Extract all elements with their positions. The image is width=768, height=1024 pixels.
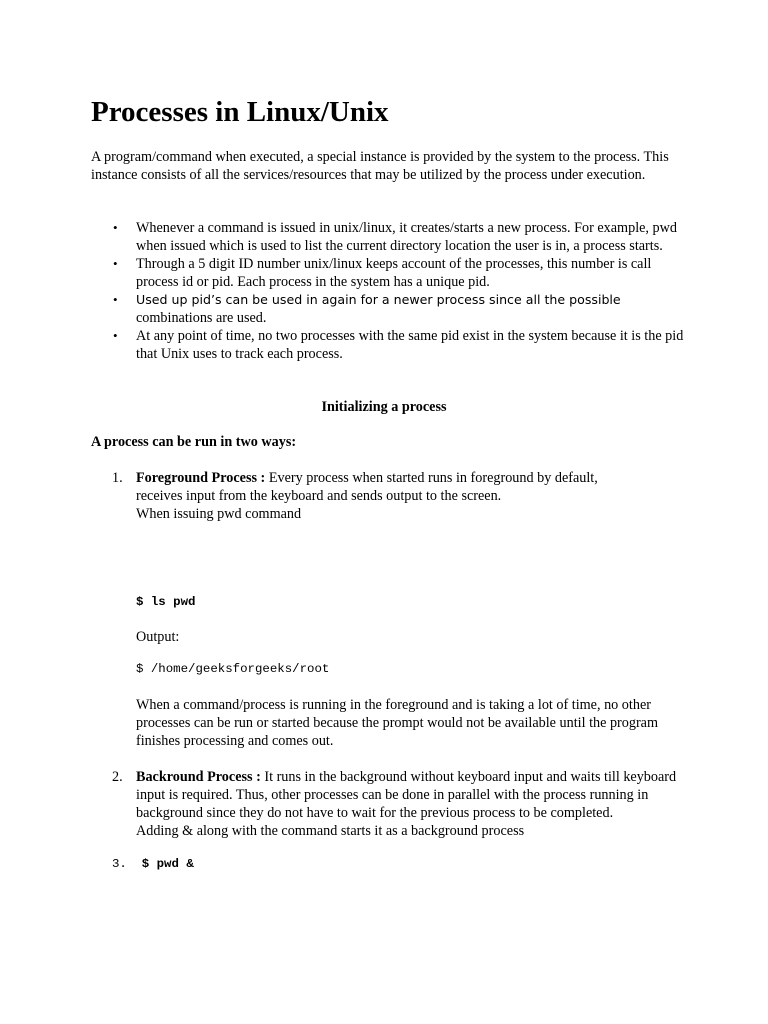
intro-paragraph: A program/command when executed, a special instance is provided by the system to the process. This instance consists of all the services/resources that may be utilized by the process under execution. xyxy=(91,149,669,183)
bullet-dot-icon: • xyxy=(113,292,118,307)
bullet-dot-icon: • xyxy=(113,220,118,235)
item-text: It runs in the background without keyboard input and waits till keyboard input is required. Thus, other processes can be done in parallel with the process running in background since they do not have to wait for the previous process to be completed. xyxy=(136,769,677,821)
section-heading: Initializing a process xyxy=(321,399,447,415)
item-body xyxy=(136,469,636,523)
item-extra: When issuing pwd command xyxy=(136,506,302,522)
item-number: 1. xyxy=(112,470,123,486)
code-ls-pwd: $ ls pwd xyxy=(136,595,196,609)
list-item-text: Through a 5 digit ID number unix/linux keeps account of the processes, this number is call process id or pid. Each process in the system has a unique pid. xyxy=(136,256,652,290)
bullet-list xyxy=(91,219,686,363)
bullet-dot-icon: • xyxy=(113,328,118,343)
item-extra: Adding & along with the command starts it as a background process xyxy=(136,823,525,839)
code-pwd-background: $ pwd & xyxy=(141,857,194,871)
bullet-dot-icon: • xyxy=(113,256,118,271)
list-item xyxy=(91,291,686,327)
item-number: 2. xyxy=(112,769,123,785)
list-item-text: At any point of time, no two processes with the same pid exist in the system because it is the pid that Unix uses to track each process. xyxy=(136,328,684,362)
item-number: 3. xyxy=(112,857,127,871)
output-label: Output: xyxy=(136,629,180,645)
code-output: $ /home/geeksforgeeks/root xyxy=(136,662,330,676)
list-item-text: Whenever a command is issued in unix/linux, it creates/starts a new process. For example, pwd when issued which is used to list the current directory location the user is in, a process starts. xyxy=(136,220,677,254)
sub-heading: A process can be run in two ways: xyxy=(91,434,297,450)
item-text: Every process when started runs in foreground by default, receives input from the keyboard and sends output to the screen. xyxy=(136,470,598,504)
list-item-text: Used up pid’s can be used in again for a newer process since all the possible xyxy=(136,292,621,307)
numbered-item-code xyxy=(112,856,194,872)
list-item xyxy=(91,327,686,363)
list-item xyxy=(91,219,686,255)
list-item xyxy=(91,255,686,291)
item-label: Foreground Process : xyxy=(136,470,266,486)
foreground-note: When a command/process is running in the foreground and is taking a lot of time, no other processes can be run or started because the prompt would not be available until the program finishes processing and comes out. xyxy=(136,697,659,749)
item-body xyxy=(136,768,681,840)
item-label: Backround Process : xyxy=(136,769,261,785)
numbered-item-background xyxy=(91,768,681,840)
page-title: Processes in Linux/Unix xyxy=(91,96,389,128)
list-item-text-continued: combinations are used. xyxy=(136,310,267,326)
numbered-item-foreground xyxy=(91,469,636,523)
